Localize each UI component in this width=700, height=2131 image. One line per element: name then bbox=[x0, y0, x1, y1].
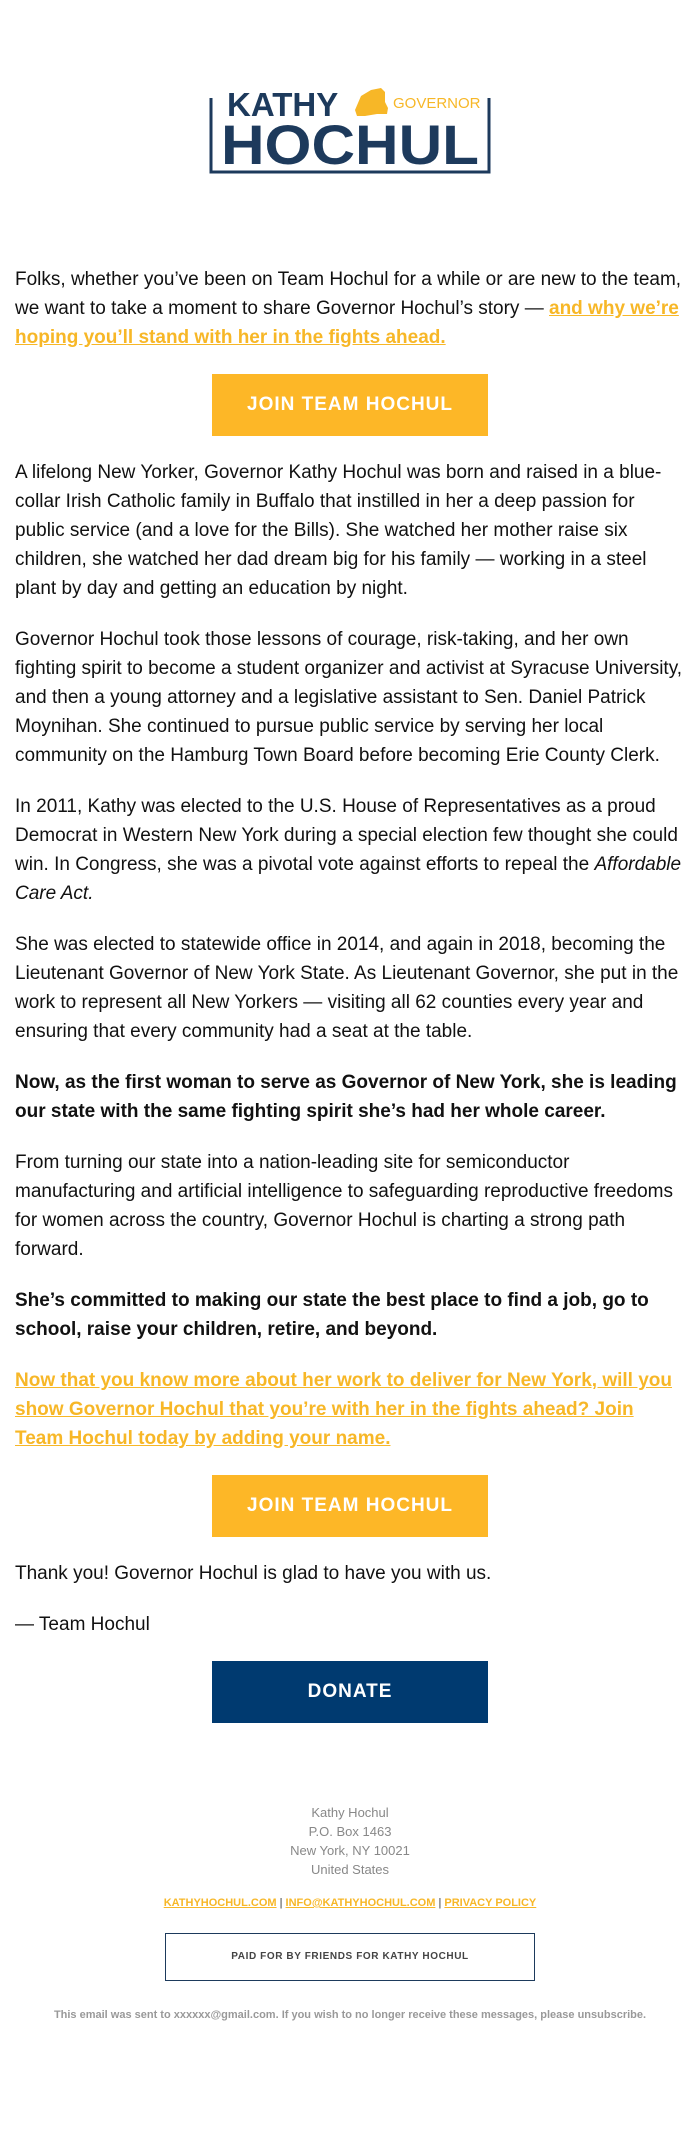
paragraph-lieutenant-governor: She was elected to statewide office in 2014, and again in 2018, becoming the Lieutenant Governor of New York State. As Lieutenant Governor, she put in the work to represent all New Yorkers — visiting all 62 counties every year and ensuring that every community had a seat at the table. bbox=[15, 934, 679, 1042]
join-call-to-action-link[interactable]: Now that you know more about her work to deliver for New York, will you show Governor Hochul that you’re with her in the fights ahead? Join Team Hochul today by adding your name. bbox=[15, 1370, 673, 1449]
logo-main-word: HOCHUL bbox=[221, 113, 479, 176]
footer-city: New York, NY 10021 bbox=[290, 1843, 410, 1858]
logo-top-word: KATHY bbox=[227, 86, 339, 123]
footer-name: Kathy Hochul bbox=[311, 1805, 389, 1820]
intro-paragraph bbox=[15, 265, 685, 352]
affordable-care-act: Affordable Care Act. bbox=[15, 854, 682, 904]
logo-side-word: GOVERNOR bbox=[393, 95, 481, 112]
join-button-row-1 bbox=[15, 374, 685, 436]
footer-links bbox=[15, 1897, 685, 1909]
intro-link[interactable]: and why we’re hoping you’ll stand with her in the fights ahead. bbox=[15, 298, 679, 348]
paid-for-disclaimer: PAID FOR BY FRIENDS FOR KATHY HOCHUL bbox=[165, 1933, 535, 1981]
kathy-hochul-logo bbox=[205, 80, 495, 180]
join-team-hochul-button-1[interactable]: JOIN TEAM HOCHUL bbox=[212, 374, 488, 436]
donate-button[interactable]: DONATE bbox=[212, 1661, 488, 1723]
paragraph-first-woman-governor: Now, as the first woman to serve as Governor of New York, she is leading our state with the same fighting spirit she’s had her whole career. bbox=[15, 1072, 677, 1122]
paragraph-achievements: From turning our state into a nation-leading site for semiconductor manufacturing and artificial intelligence to safeguarding reproductive freedoms for women across the country, Governor Hochul is charting a strong path forward. bbox=[15, 1152, 673, 1260]
donate-button-row bbox=[15, 1661, 685, 1723]
paragraph-career: Governor Hochul took those lessons of courage, risk-taking, and her own fighting spirit to become a student organizer and activist at Syracuse University, and then a young attorney and a legislative assistant to Sen. Daniel Patrick Moynihan. She continued to pursue public service by serving her local community on the Hamburg Town Board before becoming Erie County Clerk. bbox=[15, 629, 683, 766]
join-button-row-2 bbox=[15, 1475, 685, 1537]
signature: — Team Hochul bbox=[15, 1614, 150, 1635]
link-separator: | bbox=[438, 1897, 442, 1909]
header-logo-area bbox=[0, 0, 700, 265]
new-york-state-icon bbox=[355, 88, 388, 116]
intro-text: Folks, whether you’ve been on Team Hochul for a while or are new to the team, we want to take a moment to share Governor Hochul’s story — bbox=[15, 269, 682, 319]
footer-country: United States bbox=[310, 1862, 390, 1877]
join-team-hochul-button-2[interactable]: JOIN TEAM HOCHUL bbox=[212, 1475, 488, 1537]
email-body bbox=[0, 265, 700, 2131]
paragraph-thank-you: Thank you! Governor Hochul is glad to have you with us. bbox=[15, 1563, 492, 1584]
footer bbox=[15, 1803, 685, 2131]
footer-po-box: P.O. Box 1463 bbox=[308, 1824, 392, 1839]
paragraph-background: A lifelong New Yorker, Governor Kathy Hochul was born and raised in a blue-collar Irish Catholic family in Buffalo that instilled in her a deep passion for public service (and a love for the Bills). She watched her mother raise six children, she watched her dad dream big for his family — working in a steel plant by day and getting an education by night. bbox=[15, 462, 662, 599]
email-link[interactable]: INFO@KATHYHOCHUL.COM bbox=[285, 1897, 436, 1909]
link-separator: | bbox=[279, 1897, 283, 1909]
site-link[interactable]: KATHYHOCHUL.COM bbox=[163, 1897, 277, 1909]
congress-text: In 2011, Kathy was elected to the U.S. House of Representatives as a proud Democrat in Western New York during a special election few thought she could win. In Congress, she was a pivotal vote against efforts to repeal the bbox=[15, 796, 678, 875]
paragraph-congress bbox=[15, 792, 685, 908]
unsubscribe-notice: This email was sent to xxxxxx@gmail.com. If you wish to no longer receive these messages, please unsubscribe. bbox=[53, 2009, 647, 2021]
privacy-policy-link[interactable]: PRIVACY POLICY bbox=[444, 1897, 537, 1909]
paragraph-commitment: She’s committed to making our state the best place to find a job, go to school, raise your children, retire, and beyond. bbox=[15, 1290, 649, 1340]
footer-address bbox=[15, 1803, 685, 1879]
